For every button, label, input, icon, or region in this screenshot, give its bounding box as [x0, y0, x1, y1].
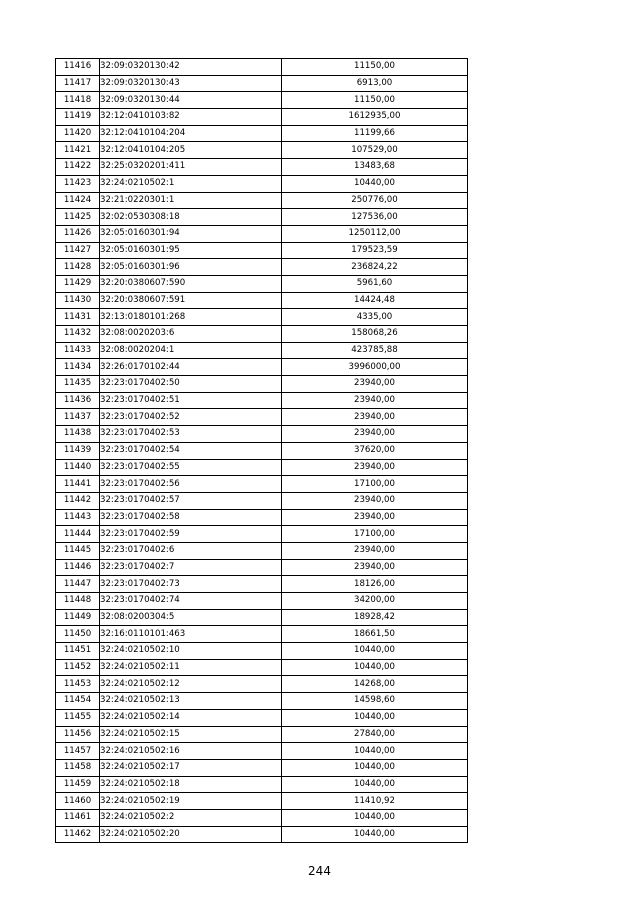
value-cell: 23940,00 — [282, 492, 468, 509]
table-row — [56, 759, 468, 776]
row-number-cell: 11451 — [56, 643, 100, 660]
cadastral-number-cell: 32:16:0110101:463 — [100, 626, 282, 643]
row-number-cell: 11460 — [56, 793, 100, 810]
cadastral-number-cell: 32:09:0320130:44 — [100, 92, 282, 109]
table-row — [56, 726, 468, 743]
cadastral-number-cell: 32:05:0160301:95 — [100, 242, 282, 259]
cadastral-number-cell: 32:23:0170402:74 — [100, 593, 282, 610]
value-cell: 10440,00 — [282, 643, 468, 660]
row-number-cell: 11429 — [56, 275, 100, 292]
table-row — [56, 776, 468, 793]
value-cell: 158068,26 — [282, 326, 468, 343]
value-cell: 10440,00 — [282, 826, 468, 843]
cadastral-number-cell: 32:24:0210502:13 — [100, 693, 282, 710]
table-row — [56, 309, 468, 326]
value-cell: 17100,00 — [282, 476, 468, 493]
value-cell: 18661,50 — [282, 626, 468, 643]
value-cell: 127536,00 — [282, 209, 468, 226]
row-number-cell: 11425 — [56, 209, 100, 226]
cadastral-number-cell: 32:23:0170402:53 — [100, 426, 282, 443]
table-row — [56, 242, 468, 259]
table-row — [56, 459, 468, 476]
row-number-cell: 11431 — [56, 309, 100, 326]
row-number-cell: 11450 — [56, 626, 100, 643]
cadastral-number-cell: 32:23:0170402:56 — [100, 476, 282, 493]
value-cell: 5961,60 — [282, 275, 468, 292]
row-number-cell: 11449 — [56, 609, 100, 626]
value-cell: 23940,00 — [282, 542, 468, 559]
row-number-cell: 11434 — [56, 359, 100, 376]
value-cell: 3996000,00 — [282, 359, 468, 376]
cadastral-number-cell: 32:23:0170402:7 — [100, 559, 282, 576]
table-row — [56, 159, 468, 176]
table-row — [56, 275, 468, 292]
table-row — [56, 593, 468, 610]
table-row — [56, 576, 468, 593]
cadastral-number-cell: 32:24:0210502:11 — [100, 659, 282, 676]
cadastral-number-cell: 32:23:0170402:54 — [100, 442, 282, 459]
row-number-cell: 11418 — [56, 92, 100, 109]
cadastral-number-cell: 32:24:0210502:12 — [100, 676, 282, 693]
table-row — [56, 75, 468, 92]
row-number-cell: 11439 — [56, 442, 100, 459]
table-row — [56, 476, 468, 493]
value-cell: 10440,00 — [282, 659, 468, 676]
cadastral-number-cell: 32:24:0210502:1 — [100, 175, 282, 192]
cadastral-number-cell: 32:24:0210502:17 — [100, 759, 282, 776]
table-row — [56, 359, 468, 376]
row-number-cell: 11442 — [56, 492, 100, 509]
row-number-cell: 11448 — [56, 593, 100, 610]
page-number: 244 — [308, 864, 331, 878]
table-row — [56, 209, 468, 226]
row-number-cell: 11422 — [56, 159, 100, 176]
value-cell: 37620,00 — [282, 442, 468, 459]
value-cell: 23940,00 — [282, 376, 468, 393]
value-cell: 23940,00 — [282, 509, 468, 526]
row-number-cell: 11445 — [56, 542, 100, 559]
value-cell: 23940,00 — [282, 392, 468, 409]
row-number-cell: 11423 — [56, 175, 100, 192]
row-number-cell: 11438 — [56, 426, 100, 443]
value-cell: 10440,00 — [282, 709, 468, 726]
value-cell: 10440,00 — [282, 175, 468, 192]
value-cell: 23940,00 — [282, 559, 468, 576]
value-cell: 13483,68 — [282, 159, 468, 176]
cadastral-number-cell: 32:20:0380607:591 — [100, 292, 282, 309]
table-row — [56, 793, 468, 810]
table-row — [56, 826, 468, 843]
table-row — [56, 559, 468, 576]
cadastral-number-cell: 32:24:0210502:2 — [100, 809, 282, 826]
cadastral-number-cell: 32:24:0210502:15 — [100, 726, 282, 743]
table-row — [56, 509, 468, 526]
table-row — [56, 292, 468, 309]
value-cell: 1250112,00 — [282, 225, 468, 242]
cadastral-number-cell: 32:24:0210502:18 — [100, 776, 282, 793]
cadastral-number-cell: 32:25:0320201:411 — [100, 159, 282, 176]
cadastral-number-cell: 32:23:0170402:58 — [100, 509, 282, 526]
cadastral-number-cell: 32:12:0410104:205 — [100, 142, 282, 159]
table-row — [56, 542, 468, 559]
table-row — [56, 526, 468, 543]
row-number-cell: 11446 — [56, 559, 100, 576]
value-cell: 23940,00 — [282, 426, 468, 443]
table-row — [56, 693, 468, 710]
value-cell: 11410,92 — [282, 793, 468, 810]
table-row — [56, 175, 468, 192]
value-cell: 10440,00 — [282, 809, 468, 826]
row-number-cell: 11436 — [56, 392, 100, 409]
cadastral-number-cell: 32:05:0160301:96 — [100, 259, 282, 276]
row-number-cell: 11447 — [56, 576, 100, 593]
row-number-cell: 11455 — [56, 709, 100, 726]
value-cell: 179523,59 — [282, 242, 468, 259]
table-row — [56, 109, 468, 126]
row-number-cell: 11462 — [56, 826, 100, 843]
row-number-cell: 11419 — [56, 109, 100, 126]
table-row — [56, 643, 468, 660]
row-number-cell: 11430 — [56, 292, 100, 309]
table-row — [56, 442, 468, 459]
value-cell: 1612935,00 — [282, 109, 468, 126]
row-number-cell: 11433 — [56, 342, 100, 359]
cadastral-number-cell: 32:23:0170402:57 — [100, 492, 282, 509]
value-cell: 11199,66 — [282, 125, 468, 142]
cadastral-number-cell: 32:12:0410104:204 — [100, 125, 282, 142]
row-number-cell: 11452 — [56, 659, 100, 676]
row-number-cell: 11443 — [56, 509, 100, 526]
table-row — [56, 609, 468, 626]
row-number-cell: 11453 — [56, 676, 100, 693]
table-row — [56, 709, 468, 726]
value-cell: 14268,00 — [282, 676, 468, 693]
value-cell: 250776,00 — [282, 192, 468, 209]
table-row — [56, 92, 468, 109]
row-number-cell: 11457 — [56, 743, 100, 760]
row-number-cell: 11428 — [56, 259, 100, 276]
row-number-cell: 11426 — [56, 225, 100, 242]
table-row — [56, 326, 468, 343]
row-number-cell: 11456 — [56, 726, 100, 743]
cadastral-number-cell: 32:23:0170402:50 — [100, 376, 282, 393]
row-number-cell: 11421 — [56, 142, 100, 159]
cadastral-number-cell: 32:20:0380607:590 — [100, 275, 282, 292]
table-row — [56, 809, 468, 826]
row-number-cell: 11424 — [56, 192, 100, 209]
row-number-cell: 11440 — [56, 459, 100, 476]
value-cell: 27840,00 — [282, 726, 468, 743]
table-row — [56, 142, 468, 159]
cadastral-number-cell: 32:08:0200304:5 — [100, 609, 282, 626]
value-cell: 4335,00 — [282, 309, 468, 326]
cadastral-number-cell: 32:08:0020204:1 — [100, 342, 282, 359]
cadastral-number-cell: 32:08:0020203:6 — [100, 326, 282, 343]
cadastral-number-cell: 32:21:0220301:1 — [100, 192, 282, 209]
cadastral-value-table — [55, 58, 468, 843]
value-cell: 10440,00 — [282, 776, 468, 793]
table-body — [56, 59, 468, 843]
value-cell: 10440,00 — [282, 743, 468, 760]
row-number-cell: 11435 — [56, 376, 100, 393]
table-row — [56, 376, 468, 393]
cadastral-number-cell: 32:13:0180101:268 — [100, 309, 282, 326]
value-cell: 18126,00 — [282, 576, 468, 593]
cadastral-number-cell: 32:05:0160301:94 — [100, 225, 282, 242]
cadastral-number-cell: 32:24:0210502:19 — [100, 793, 282, 810]
row-number-cell: 11461 — [56, 809, 100, 826]
table-row — [56, 192, 468, 209]
row-number-cell: 11458 — [56, 759, 100, 776]
value-cell: 11150,00 — [282, 92, 468, 109]
table-row — [56, 676, 468, 693]
table-row — [56, 743, 468, 760]
cadastral-number-cell: 32:09:0320130:42 — [100, 59, 282, 76]
cadastral-number-cell: 32:12:0410103:82 — [100, 109, 282, 126]
value-cell: 14424,48 — [282, 292, 468, 309]
row-number-cell: 11459 — [56, 776, 100, 793]
table-row — [56, 492, 468, 509]
row-number-cell: 11420 — [56, 125, 100, 142]
cadastral-number-cell: 32:24:0210502:14 — [100, 709, 282, 726]
table-row — [56, 125, 468, 142]
row-number-cell: 11437 — [56, 409, 100, 426]
cadastral-number-cell: 32:23:0170402:6 — [100, 542, 282, 559]
cadastral-number-cell: 32:24:0210502:20 — [100, 826, 282, 843]
table-row — [56, 259, 468, 276]
table-row — [56, 626, 468, 643]
cadastral-number-cell: 32:09:0320130:43 — [100, 75, 282, 92]
value-cell: 423785,88 — [282, 342, 468, 359]
value-cell: 10440,00 — [282, 759, 468, 776]
cadastral-number-cell: 32:23:0170402:59 — [100, 526, 282, 543]
cadastral-number-cell: 32:02:0530308:18 — [100, 209, 282, 226]
value-cell: 107529,00 — [282, 142, 468, 159]
value-cell: 14598,60 — [282, 693, 468, 710]
row-number-cell: 11427 — [56, 242, 100, 259]
row-number-cell: 11417 — [56, 75, 100, 92]
table-row — [56, 659, 468, 676]
value-cell: 236824,22 — [282, 259, 468, 276]
value-cell: 23940,00 — [282, 409, 468, 426]
table-row — [56, 342, 468, 359]
table-row — [56, 59, 468, 76]
cadastral-number-cell: 32:23:0170402:52 — [100, 409, 282, 426]
row-number-cell: 11432 — [56, 326, 100, 343]
table-row — [56, 409, 468, 426]
cadastral-number-cell: 32:24:0210502:10 — [100, 643, 282, 660]
value-cell: 23940,00 — [282, 459, 468, 476]
value-cell: 17100,00 — [282, 526, 468, 543]
value-cell: 34200,00 — [282, 593, 468, 610]
cadastral-number-cell: 32:23:0170402:73 — [100, 576, 282, 593]
table-row — [56, 426, 468, 443]
cadastral-number-cell: 32:24:0210502:16 — [100, 743, 282, 760]
value-cell: 6913,00 — [282, 75, 468, 92]
row-number-cell: 11454 — [56, 693, 100, 710]
value-cell: 11150,00 — [282, 59, 468, 76]
row-number-cell: 11441 — [56, 476, 100, 493]
table-row — [56, 225, 468, 242]
cadastral-number-cell: 32:26:0170102:44 — [100, 359, 282, 376]
value-cell: 18928,42 — [282, 609, 468, 626]
cadastral-number-cell: 32:23:0170402:55 — [100, 459, 282, 476]
cadastral-number-cell: 32:23:0170402:51 — [100, 392, 282, 409]
row-number-cell: 11444 — [56, 526, 100, 543]
row-number-cell: 11416 — [56, 59, 100, 76]
table-row — [56, 392, 468, 409]
